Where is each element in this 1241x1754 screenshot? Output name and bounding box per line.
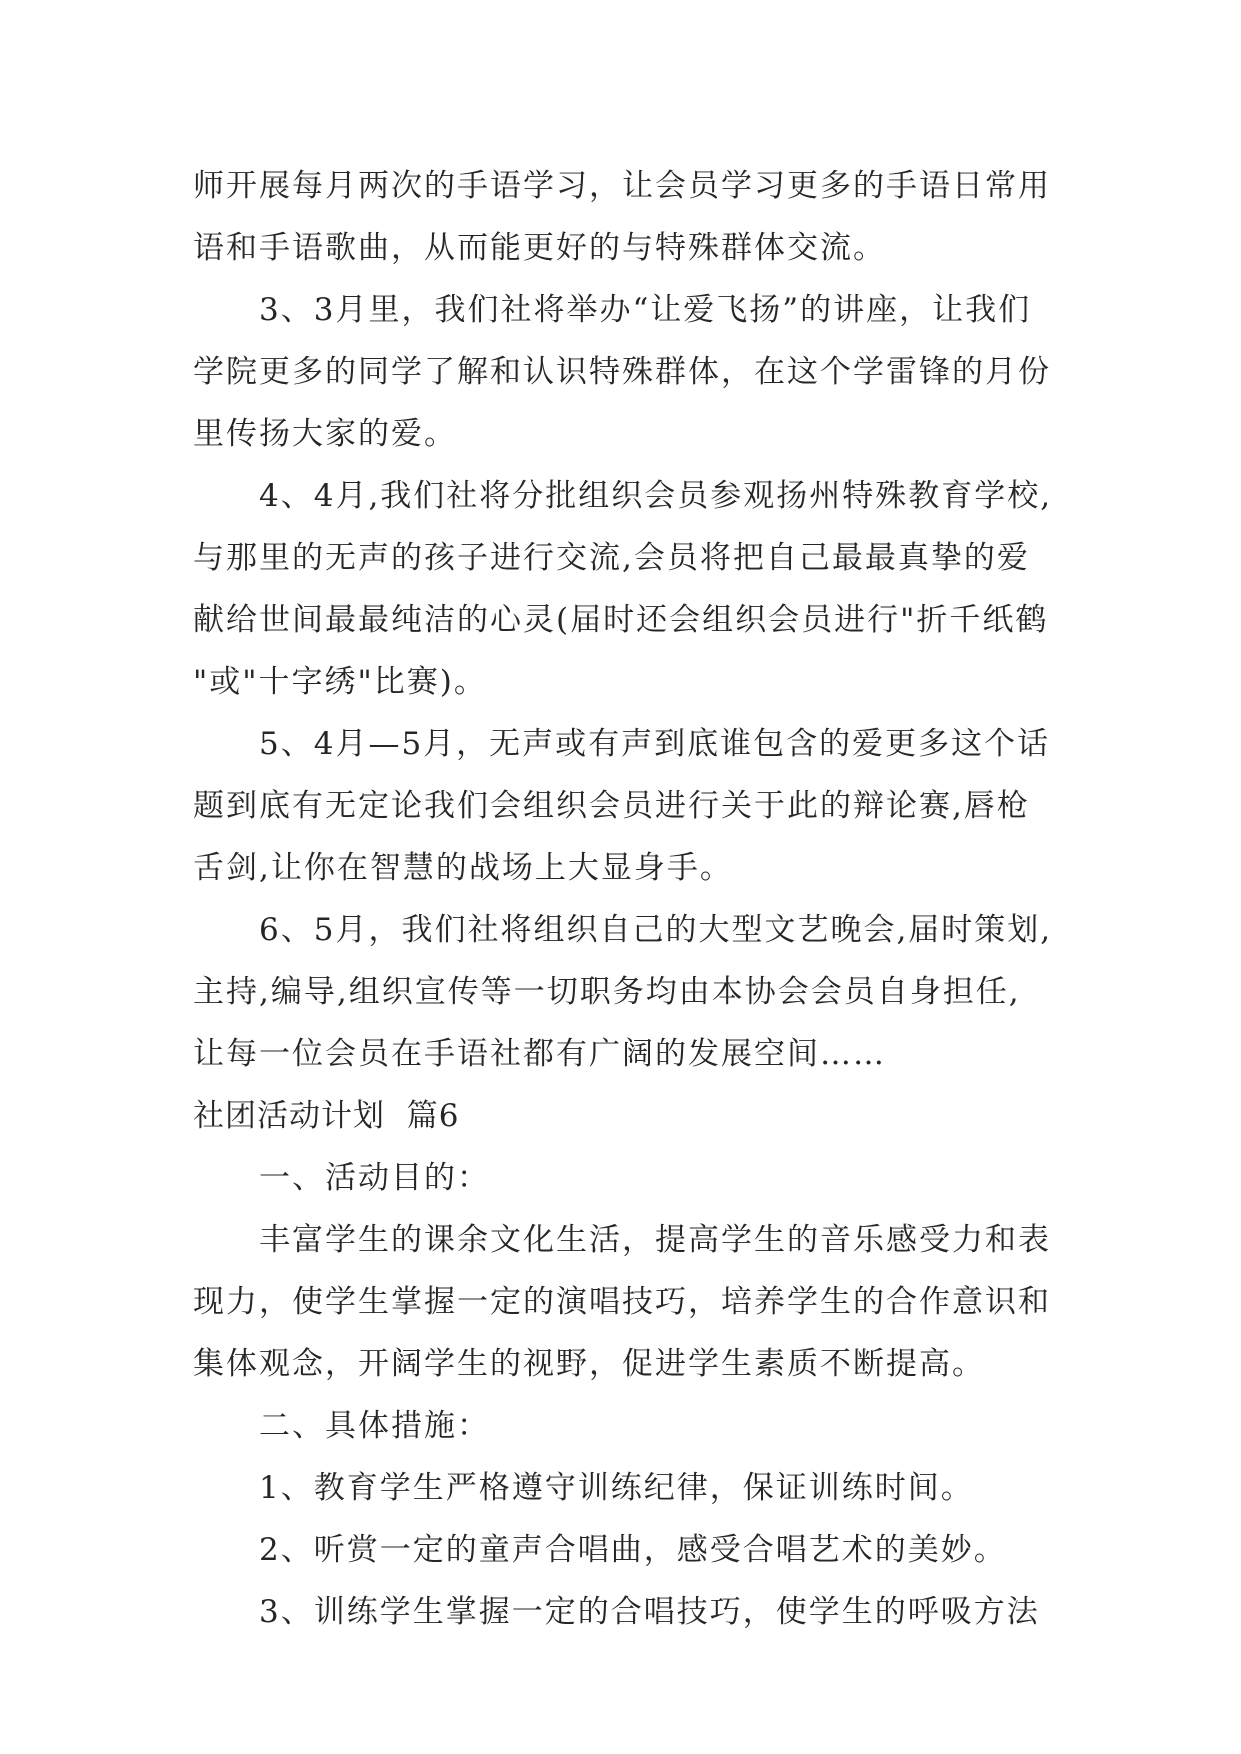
text-line: 学院更多的同学了解和认识特殊群体，在这个学雷锋的月份: [193, 354, 1051, 390]
text-line: "或"十字绣"比赛)。: [193, 664, 487, 700]
text-line: 现力，使学生掌握一定的演唱技巧，培养学生的合作意识和: [193, 1284, 1051, 1320]
text-line: 语和手语歌曲，从而能更好的与特殊群体交流。: [193, 230, 886, 266]
list-item: 1、教育学生严格遵守训练纪律，保证训练时间。: [259, 1470, 974, 1506]
list-item: 3、训练学生掌握一定的合唱技巧，使学生的呼吸方法: [259, 1594, 1040, 1630]
text-line: 献给世间最最纯洁的心灵(届时还会组织会员进行"折千纸鹤: [193, 602, 1049, 638]
text-line: 舌剑,让你在智慧的战场上大显身手。: [193, 850, 733, 886]
document-body: [193, 155, 1053, 1643]
subsection-heading: 一、活动目的：: [259, 1160, 490, 1196]
section-heading: 社团活动计划 篇6: [193, 1098, 460, 1134]
text-line: 里传扬大家的爱。: [193, 416, 457, 452]
text-line: 让每一位会员在手语社都有广阔的发展空间……: [193, 1036, 886, 1072]
text-line: 3、3月里，我们社将举办“让爱飞扬”的讲座，让我们: [259, 292, 1032, 328]
text-line: 5、4月—5月，无声或有声到底谁包含的爱更多这个话: [259, 726, 1051, 762]
text-line: 师开展每月两次的手语学习，让会员学习更多的手语日常用: [193, 168, 1051, 204]
subsection-heading: 二、具体措施：: [259, 1408, 490, 1444]
text-line: 4、4月,我们社将分批组织会员参观扬州特殊教育学校,: [259, 478, 1053, 514]
text-line: 6、5月，我们社将组织自己的大型文艺晚会,届时策划,: [259, 912, 1053, 948]
text-line: 题到底有无定论我们会组织会员进行关于此的辩论赛,唇枪: [193, 788, 1030, 824]
text-line: 与那里的无声的孩子进行交流,会员将把自己最最真挚的爱: [193, 540, 1030, 576]
list-item: 2、听赏一定的童声合唱曲，感受合唱艺术的美妙。: [259, 1532, 1007, 1568]
text-line: 主持,编导,组织宣传等一切职务均由本协会会员自身担任,: [193, 974, 1021, 1010]
text-line: 丰富学生的课余文化生活，提高学生的音乐感受力和表: [259, 1222, 1051, 1258]
text-line: 集体观念，开阔学生的视野，促进学生素质不断提高。: [193, 1346, 985, 1382]
